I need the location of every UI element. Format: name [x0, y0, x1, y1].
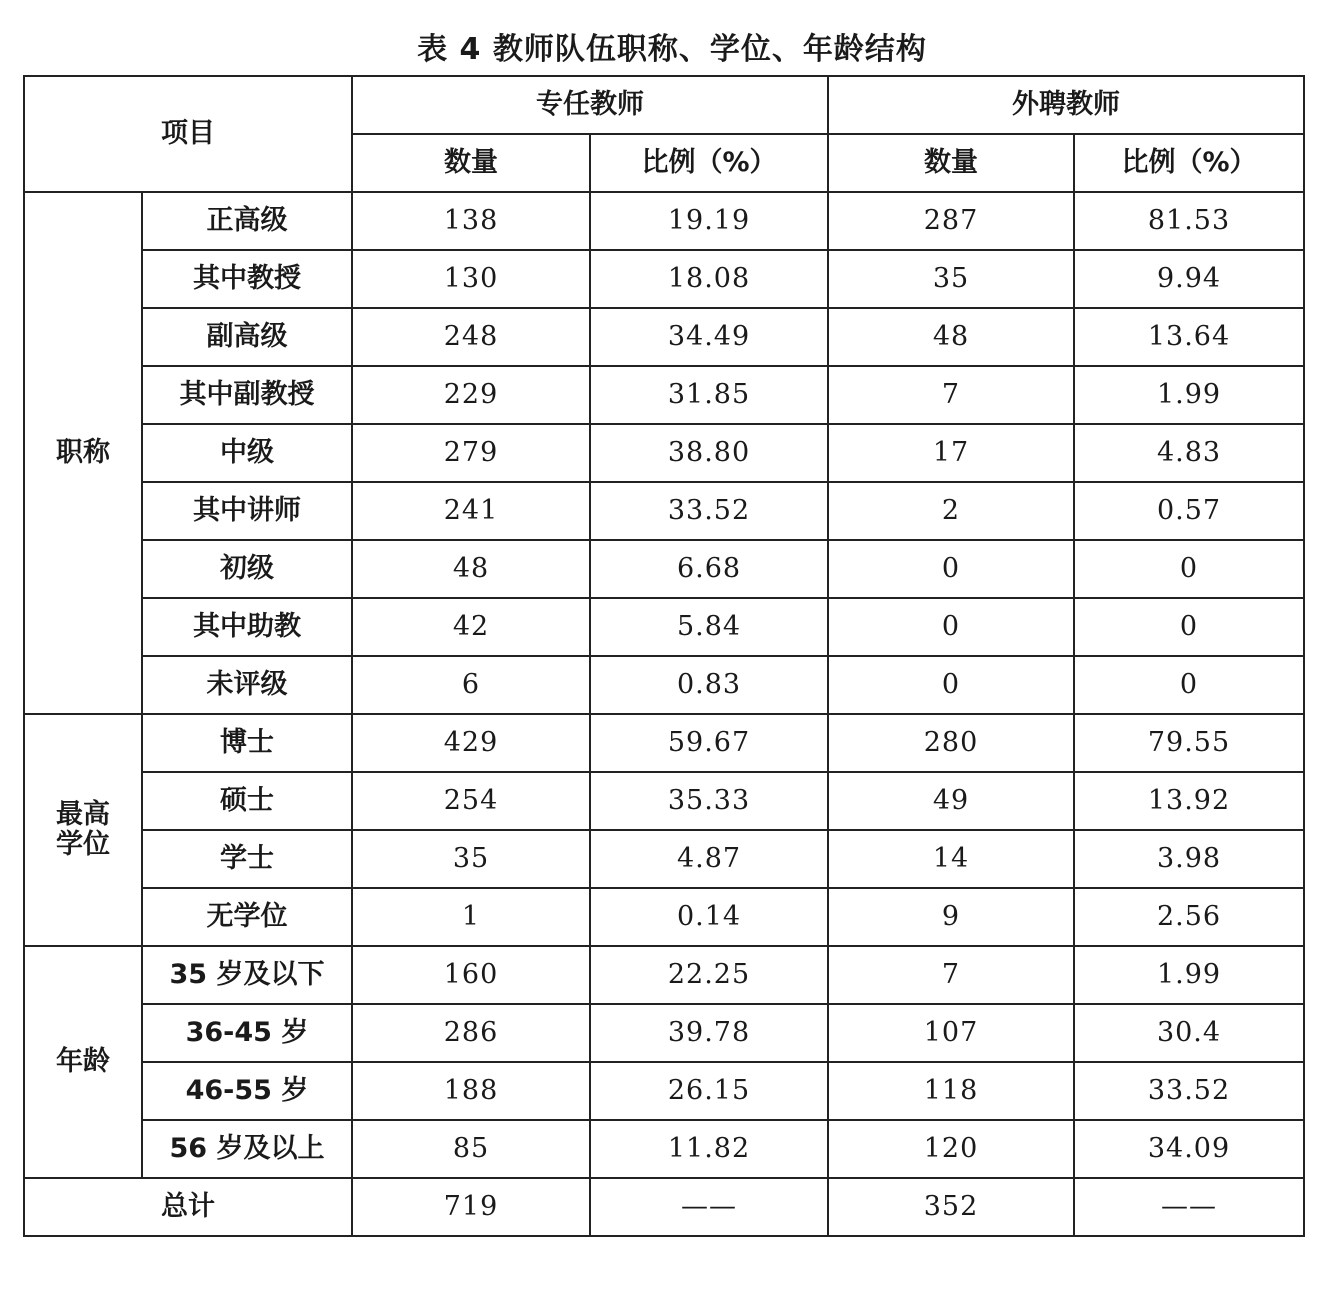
fulltime-ratio: 11.82 — [590, 1120, 828, 1178]
fulltime-count: 241 — [352, 482, 590, 540]
table-title: 表 4 教师队伍职称、学位、年龄结构 — [417, 32, 927, 67]
fulltime-ratio: 19.19 — [590, 192, 828, 250]
table-row — [24, 830, 1304, 888]
table-row — [24, 366, 1304, 424]
header-external-count: 数量 — [828, 134, 1074, 192]
external-ratio: 0 — [1074, 656, 1304, 714]
row-label: 46-55 岁 — [142, 1062, 352, 1120]
fulltime-ratio: 18.08 — [590, 250, 828, 308]
external-count: 107 — [828, 1004, 1074, 1062]
row-label: 博士 — [142, 714, 352, 772]
header-external-ratio: 比例（%） — [1074, 134, 1304, 192]
external-count: 118 — [828, 1062, 1074, 1120]
total-row — [24, 1178, 1304, 1236]
total-label: 总计 — [24, 1178, 352, 1236]
fulltime-ratio: 33.52 — [590, 482, 828, 540]
fulltime-count: 254 — [352, 772, 590, 830]
fulltime-count: 279 — [352, 424, 590, 482]
fulltime-ratio: 34.49 — [590, 308, 828, 366]
row-label: 副高级 — [142, 308, 352, 366]
total-external-ratio: —— — [1074, 1178, 1304, 1236]
category-age — [24, 946, 142, 1178]
category-label: 年龄 — [56, 1046, 110, 1077]
external-ratio: 4.83 — [1074, 424, 1304, 482]
fulltime-ratio: 26.15 — [590, 1062, 828, 1120]
table-row — [24, 424, 1304, 482]
table-row — [24, 250, 1304, 308]
table-row — [24, 1120, 1304, 1178]
fulltime-ratio: 0.83 — [590, 656, 828, 714]
fulltime-count: 130 — [352, 250, 590, 308]
row-label: 56 岁及以上 — [142, 1120, 352, 1178]
total-fulltime-count: 719 — [352, 1178, 590, 1236]
external-ratio: 2.56 — [1074, 888, 1304, 946]
fulltime-count: 6 — [352, 656, 590, 714]
table-row — [24, 598, 1304, 656]
table-row — [24, 772, 1304, 830]
category-label: 职称 — [56, 437, 110, 468]
header-fulltime-ratio: 比例（%） — [590, 134, 828, 192]
header-external: 外聘教师 — [828, 76, 1304, 134]
row-label: 其中副教授 — [142, 366, 352, 424]
fulltime-ratio: 4.87 — [590, 830, 828, 888]
table-row — [24, 482, 1304, 540]
external-ratio: 13.92 — [1074, 772, 1304, 830]
external-ratio: 34.09 — [1074, 1120, 1304, 1178]
external-ratio: 1.99 — [1074, 366, 1304, 424]
row-label: 36-45 岁 — [142, 1004, 352, 1062]
fulltime-ratio: 59.67 — [590, 714, 828, 772]
row-label: 中级 — [142, 424, 352, 482]
fulltime-ratio: 0.14 — [590, 888, 828, 946]
fulltime-count: 35 — [352, 830, 590, 888]
fulltime-count: 286 — [352, 1004, 590, 1062]
fulltime-count: 160 — [352, 946, 590, 1004]
external-count: 7 — [828, 366, 1074, 424]
teacher-structure-table — [23, 75, 1305, 1237]
row-label: 初级 — [142, 540, 352, 598]
external-ratio: 30.4 — [1074, 1004, 1304, 1062]
external-count: 9 — [828, 888, 1074, 946]
fulltime-ratio: 35.33 — [590, 772, 828, 830]
external-ratio: 0.57 — [1074, 482, 1304, 540]
total-fulltime-ratio: —— — [590, 1178, 828, 1236]
row-label: 其中助教 — [142, 598, 352, 656]
fulltime-count: 248 — [352, 308, 590, 366]
fulltime-ratio: 22.25 — [590, 946, 828, 1004]
external-count: 2 — [828, 482, 1074, 540]
external-ratio: 1.99 — [1074, 946, 1304, 1004]
row-label: 其中讲师 — [142, 482, 352, 540]
row-label: 硕士 — [142, 772, 352, 830]
external-count: 0 — [828, 598, 1074, 656]
category-label: 最高学位 — [56, 799, 110, 860]
external-ratio: 0 — [1074, 540, 1304, 598]
table-row — [24, 1004, 1304, 1062]
fulltime-ratio: 6.68 — [590, 540, 828, 598]
table-row — [24, 946, 1304, 1004]
table-row — [24, 308, 1304, 366]
fulltime-count: 429 — [352, 714, 590, 772]
external-count: 35 — [828, 250, 1074, 308]
external-count: 7 — [828, 946, 1074, 1004]
external-ratio: 81.53 — [1074, 192, 1304, 250]
external-count: 120 — [828, 1120, 1074, 1178]
external-count: 49 — [828, 772, 1074, 830]
row-label: 未评级 — [142, 656, 352, 714]
table-row — [24, 714, 1304, 772]
fulltime-ratio: 39.78 — [590, 1004, 828, 1062]
external-ratio: 79.55 — [1074, 714, 1304, 772]
row-label: 正高级 — [142, 192, 352, 250]
fulltime-ratio: 5.84 — [590, 598, 828, 656]
external-ratio: 3.98 — [1074, 830, 1304, 888]
fulltime-count: 188 — [352, 1062, 590, 1120]
table-row — [24, 888, 1304, 946]
header-row-1 — [24, 76, 1304, 134]
external-count: 48 — [828, 308, 1074, 366]
external-count: 280 — [828, 714, 1074, 772]
table-row — [24, 656, 1304, 714]
table-row — [24, 192, 1304, 250]
fulltime-count: 138 — [352, 192, 590, 250]
fulltime-count: 85 — [352, 1120, 590, 1178]
header-fulltime: 专任教师 — [352, 76, 828, 134]
external-ratio: 33.52 — [1074, 1062, 1304, 1120]
external-ratio: 0 — [1074, 598, 1304, 656]
fulltime-count: 1 — [352, 888, 590, 946]
external-ratio: 13.64 — [1074, 308, 1304, 366]
header-item: 项目 — [24, 76, 352, 192]
total-external-count: 352 — [828, 1178, 1074, 1236]
fulltime-ratio: 31.85 — [590, 366, 828, 424]
row-label: 学士 — [142, 830, 352, 888]
fulltime-count: 42 — [352, 598, 590, 656]
external-count: 0 — [828, 656, 1074, 714]
table-row — [24, 540, 1304, 598]
fulltime-count: 48 — [352, 540, 590, 598]
category-degree — [24, 714, 142, 946]
row-label: 其中教授 — [142, 250, 352, 308]
row-label: 无学位 — [142, 888, 352, 946]
external-count: 0 — [828, 540, 1074, 598]
category-title — [24, 192, 142, 714]
external-count: 287 — [828, 192, 1074, 250]
row-label: 35 岁及以下 — [142, 946, 352, 1004]
external-count: 17 — [828, 424, 1074, 482]
external-count: 14 — [828, 830, 1074, 888]
header-fulltime-count: 数量 — [352, 134, 590, 192]
table-row — [24, 1062, 1304, 1120]
fulltime-ratio: 38.80 — [590, 424, 828, 482]
external-ratio: 9.94 — [1074, 250, 1304, 308]
fulltime-count: 229 — [352, 366, 590, 424]
